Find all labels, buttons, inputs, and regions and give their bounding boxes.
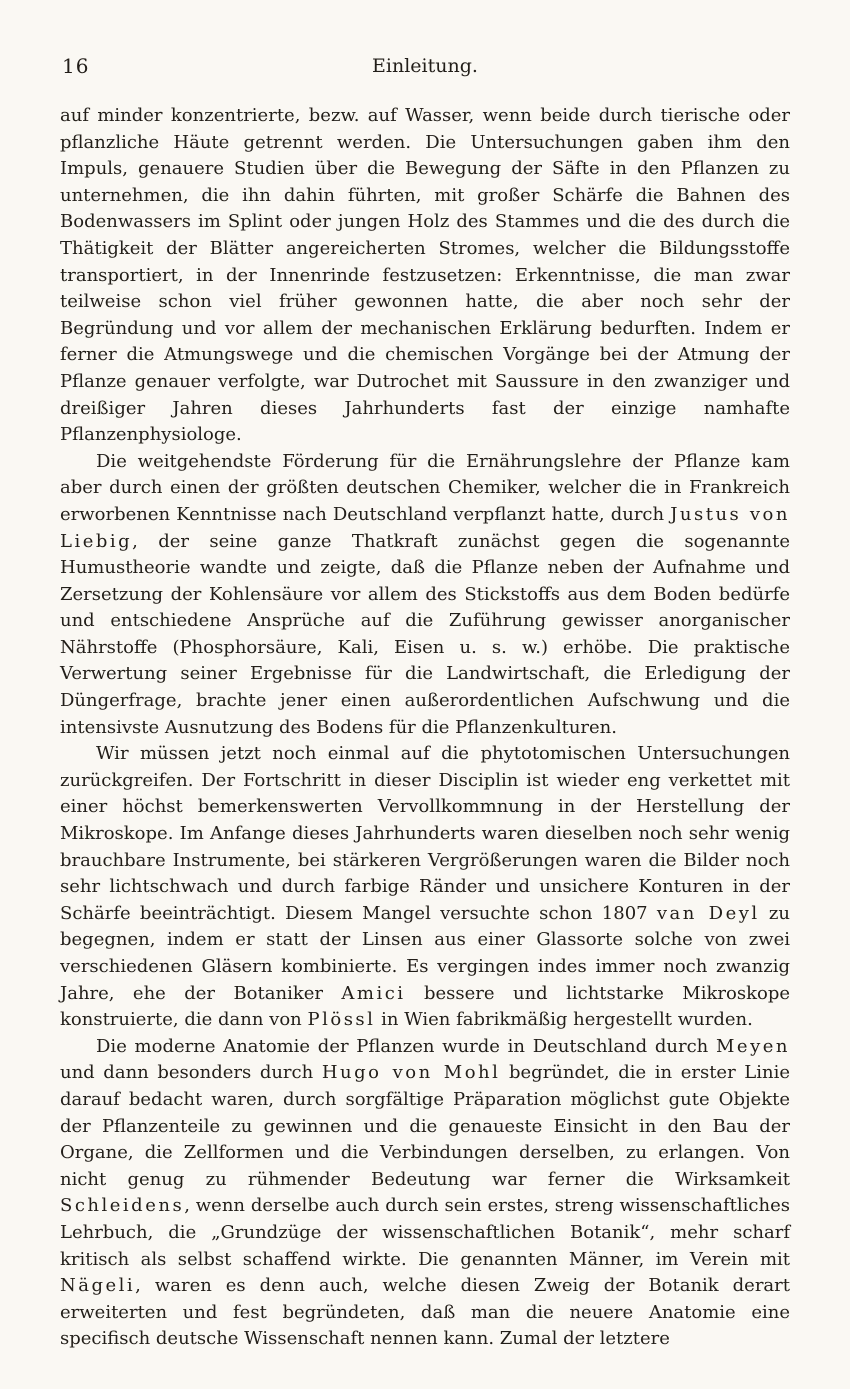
text-run: und dann besonders durch [60,1062,322,1084]
emphasized-name: Justus von Liebig [60,503,790,552]
emphasized-name: Amici [341,982,406,1004]
paragraph [60,449,790,742]
paragraph [60,103,790,449]
text-run: zu begegnen, indem er statt der Linsen aus einer Glassorte solche von zwei verschiedenen Gläsern kombinierte. Es vergingen indes immer noch zwanzig Jahre, ehe der Botaniker [60,902,790,1004]
emphasized-name: Nägeli [60,1275,136,1297]
text-run: bessere und lichtstarke Mikroskope konstruierte, die dann von [60,982,790,1031]
paragraph [60,741,790,1034]
emphasized-name: Schleidens [60,1195,185,1217]
emphasized-name: Plössl [307,1009,376,1031]
text-run: begründet, die in erster Linie darauf bedacht waren, durch sorgfältige Präparation möglichst gute Objekte der Pflanzenteile zu gewinnen und die genaueste Einsicht in den Bau der Organe, die Zellformen und die Verbindungen derselben, zu erlangen. Von nicht genug zu rühmender Bedeutung war ferner die Wirksamkeit [60,1062,790,1190]
emphasized-name: Hugo von Mohl [321,1062,501,1084]
running-header-title: Einleitung. [372,55,478,77]
running-head [60,54,790,84]
emphasized-name: Meyen [716,1035,790,1057]
text-run: Wir müssen jetzt noch einmal auf die phytotomischen Untersuchungen zurückgreifen. Der Fortschritt in dieser Disciplin ist wieder eng verkettet mit einer höchst bemerkenswerten Vervollkommnung in der Herstellung der Mikroskope. Im Anfange dieses Jahrhunderts waren dieselben noch sehr wenig brauchbare Instrumente, bei stärkeren Vergrößerungen waren die Bilder noch sehr lichtschwach und durch farbige Ränder und unsichere Konturen in der Schärfe beeinträchtigt. Diesem Mangel versuchte schon 1807 [60,743,790,924]
paragraph [60,1034,790,1353]
text-body [60,103,790,1353]
text-run: Die weitgehendste Förderung für die Ernährungslehre der Pflanze kam aber durch einen der größten deutschen Chemiker, welcher die in Frankreich erworbenen Kenntnisse nach Deutschland verpflanzt hatte, durch [60,450,790,525]
emphasized-name: van Deyl [656,902,760,924]
text-run: , wenn derselbe auch durch sein erstes, streng wissenschaftliches Lehrbuch, die „Grundzüge der wissenschaftlichen Botanik“, mehr scharf kritisch als selbst schaffend wirkte. Die genannten Männer, im Verein mit [60,1195,790,1270]
text-run: auf minder konzentrierte, bezw. auf Wasser, wenn beide durch tierische oder pflanzliche Häute getrennt werden. Die Untersuchungen gaben ihm den Impuls, genauere Studien über die Bewegung der Säfte in den Pflanzen zu unternehmen, die ihn dahin führten, mit großer Schärfe die Bahnen des Bodenwassers im Splint oder jungen Holz des Stammes und die des durch die Thätigkeit der Blätter angereicherten Stromes, welcher die Bildungsstoffe transportiert, in der Innenrinde festzusetzen: Erkenntnisse, die man zwar teilweise schon viel früher gewonnen hatte, die aber noch sehr der Begründung und vor allem der mechanischen Erklärung bedurften. Indem er ferner die Atmungswege und die chemischen Vorgänge bei der Atmung der Pflanze genauer verfolgte, war Dutrochet mit Saussure in den zwanziger und dreißiger Jahren dieses Jahrhunderts fast der einzige namhafte Pflanzenphysiologe. [60,105,790,446]
page-number: 16 [62,54,90,78]
text-run: in Wien fabrikmäßig hergestellt wurden. [375,1009,753,1031]
text-run: , waren es denn auch, welche diesen Zweig der Botanik derart erweiterten und fest begründeten, daß man die neuere Anatomie eine specifisch deutsche Wissenschaft nennen kann. Zumal der letztere [60,1275,790,1350]
text-run: , der seine ganze Thatkraft zunächst gegen die sogenannte Humustheorie wandte und zeigte, daß die Pflanze neben der Aufnahme und Zersetzung der Kohlensäure vor allem des Stickstoffs aus dem Boden bedürfe und entschiedene Ansprüche auf die Zuführung gewisser anorganischer Nährstoffe (Phosphorsäure, Kali, Eisen u. s. w.) erhöbe. Die praktische Verwertung seiner Ergebnisse für die Landwirtschaft, die Erledigung der Düngerfrage, brachte jener einen außerordentlichen Aufschwung und die intensivste Ausnutzung des Bodens für die Pflanzenkulturen. [60,530,790,738]
text-run: Die moderne Anatomie der Pflanzen wurde in Deutschland durch [96,1035,716,1057]
